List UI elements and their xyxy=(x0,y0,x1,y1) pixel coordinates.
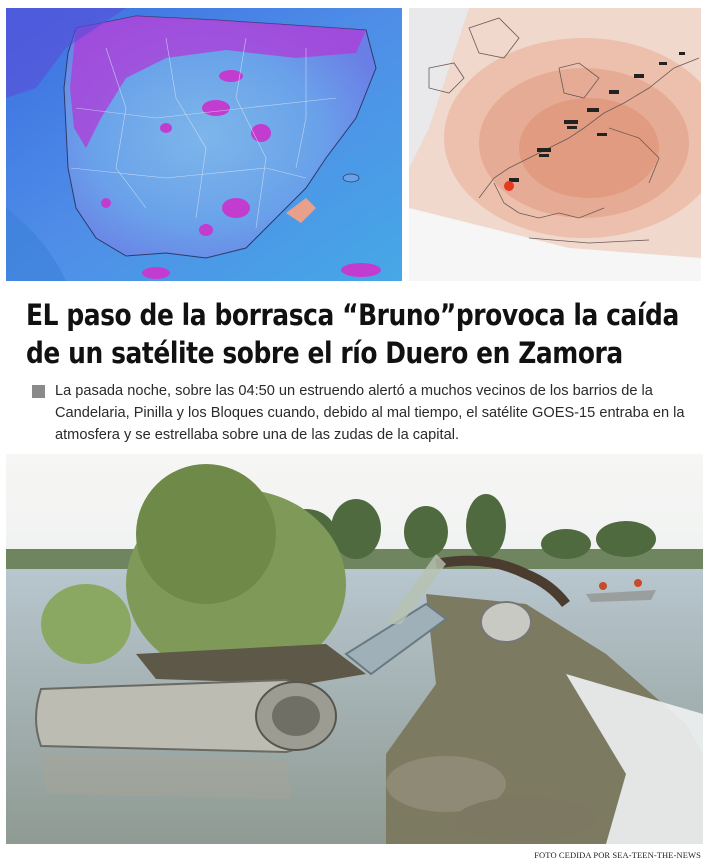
bullet-square-icon xyxy=(32,385,45,398)
river-debris-photo xyxy=(6,454,703,844)
headline-line-1: EL paso de la borrasca “Bruno”provoca la caída xyxy=(26,298,679,332)
satellite-track-map-image xyxy=(409,8,701,281)
photo-credit: FOTO CEDIDA POR SEA-TEEN-THE-NEWS xyxy=(534,850,701,860)
lede-paragraph: La pasada noche, sobre las 04:50 un estruendo alertó a muchos vecinos de los barrios de la Candelaria, Pinilla y los Bloques cuando, debido al mal tiempo, el satélite GOES-15 entraba en la atmosfera y se estrellaba sobre una de las zudas de la capital. xyxy=(55,383,685,443)
headline-line-2: de un satélite sobre el río Duero en Zamora xyxy=(26,336,623,370)
precipitation-map-image xyxy=(6,8,402,281)
headline xyxy=(26,296,679,372)
